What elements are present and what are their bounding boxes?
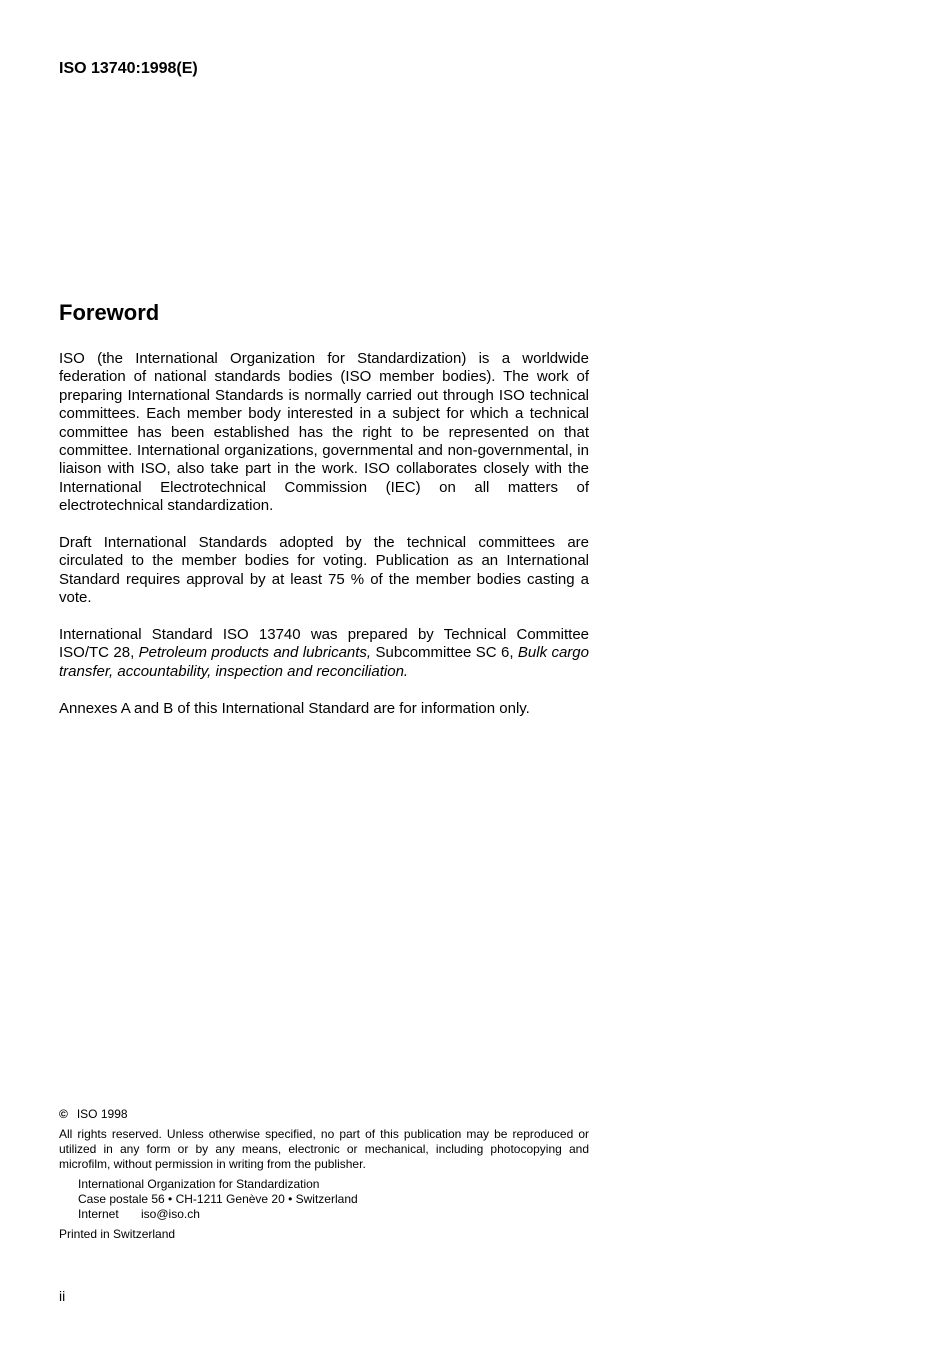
printed-in: Printed in Switzerland [59,1227,176,1241]
internet-label: Internet [78,1207,119,1221]
foreword-body [59,350,589,736]
foreword-paragraph-4: Annexes A and B of this International Standard are for information only. [59,699,530,717]
foreword-title: Foreword [59,300,160,325]
copyright-text: ISO 1998 [76,1107,128,1121]
document-id-header: ISO 13740:1998(E) [59,60,198,77]
paragraph-3-text-1: International Standard ISO 13740 was prepared by Technical Committee ISO/TC 28, [59,626,589,662]
paragraph-3-text-2: Subcommittee SC 6, [371,644,518,662]
committee-title: Petroleum products and lubricants, [138,644,372,662]
rights-notice: All rights reserved. Unless otherwise specified, no part of this publication may be reproduced or utilized in any form or by any means, electronic or mechanical, including photocopying and microfilm, without permission in writing from the publisher. [59,1127,589,1171]
subcommittee-title: Bulk cargo transfer, accountability, inspection and reconciliation. [59,644,589,680]
internet-line [78,1207,589,1222]
copyright-footer [59,1107,589,1242]
copyright-line [59,1107,589,1122]
publisher-address [78,1177,589,1222]
copyright-icon: © [59,1107,68,1121]
postal-address: Case postale 56 • CH-1211 Genève 20 • Switzerland [78,1192,358,1206]
internet-email: iso@iso.ch [141,1207,200,1221]
foreword-paragraph-1: ISO (the International Organization for Standardization) is a worldwide federation of national standards bodies (ISO member bodies). The work of preparing International Standards is normally carried out through ISO technical committees. Each member body interested in a subject for which a technical committee has been established has the right to be represented on that committee. International organizations, governmental and non-governmental, in liaison with ISO, also take part in the work. ISO collaborates closely with the International Electrotechnical Commission (IEC) on all matters of electrotechnical standardization. [59,350,589,515]
foreword-paragraph-3 [59,626,589,681]
page-number: ii [59,1288,66,1304]
org-name: International Organization for Standardization [78,1177,320,1191]
foreword-paragraph-2: Draft International Standards adopted by the technical committees are circulated to the member bodies for voting. Publication as an International Standard requires approval by at least 75 % of the member bodies casting a vote. [59,534,589,607]
